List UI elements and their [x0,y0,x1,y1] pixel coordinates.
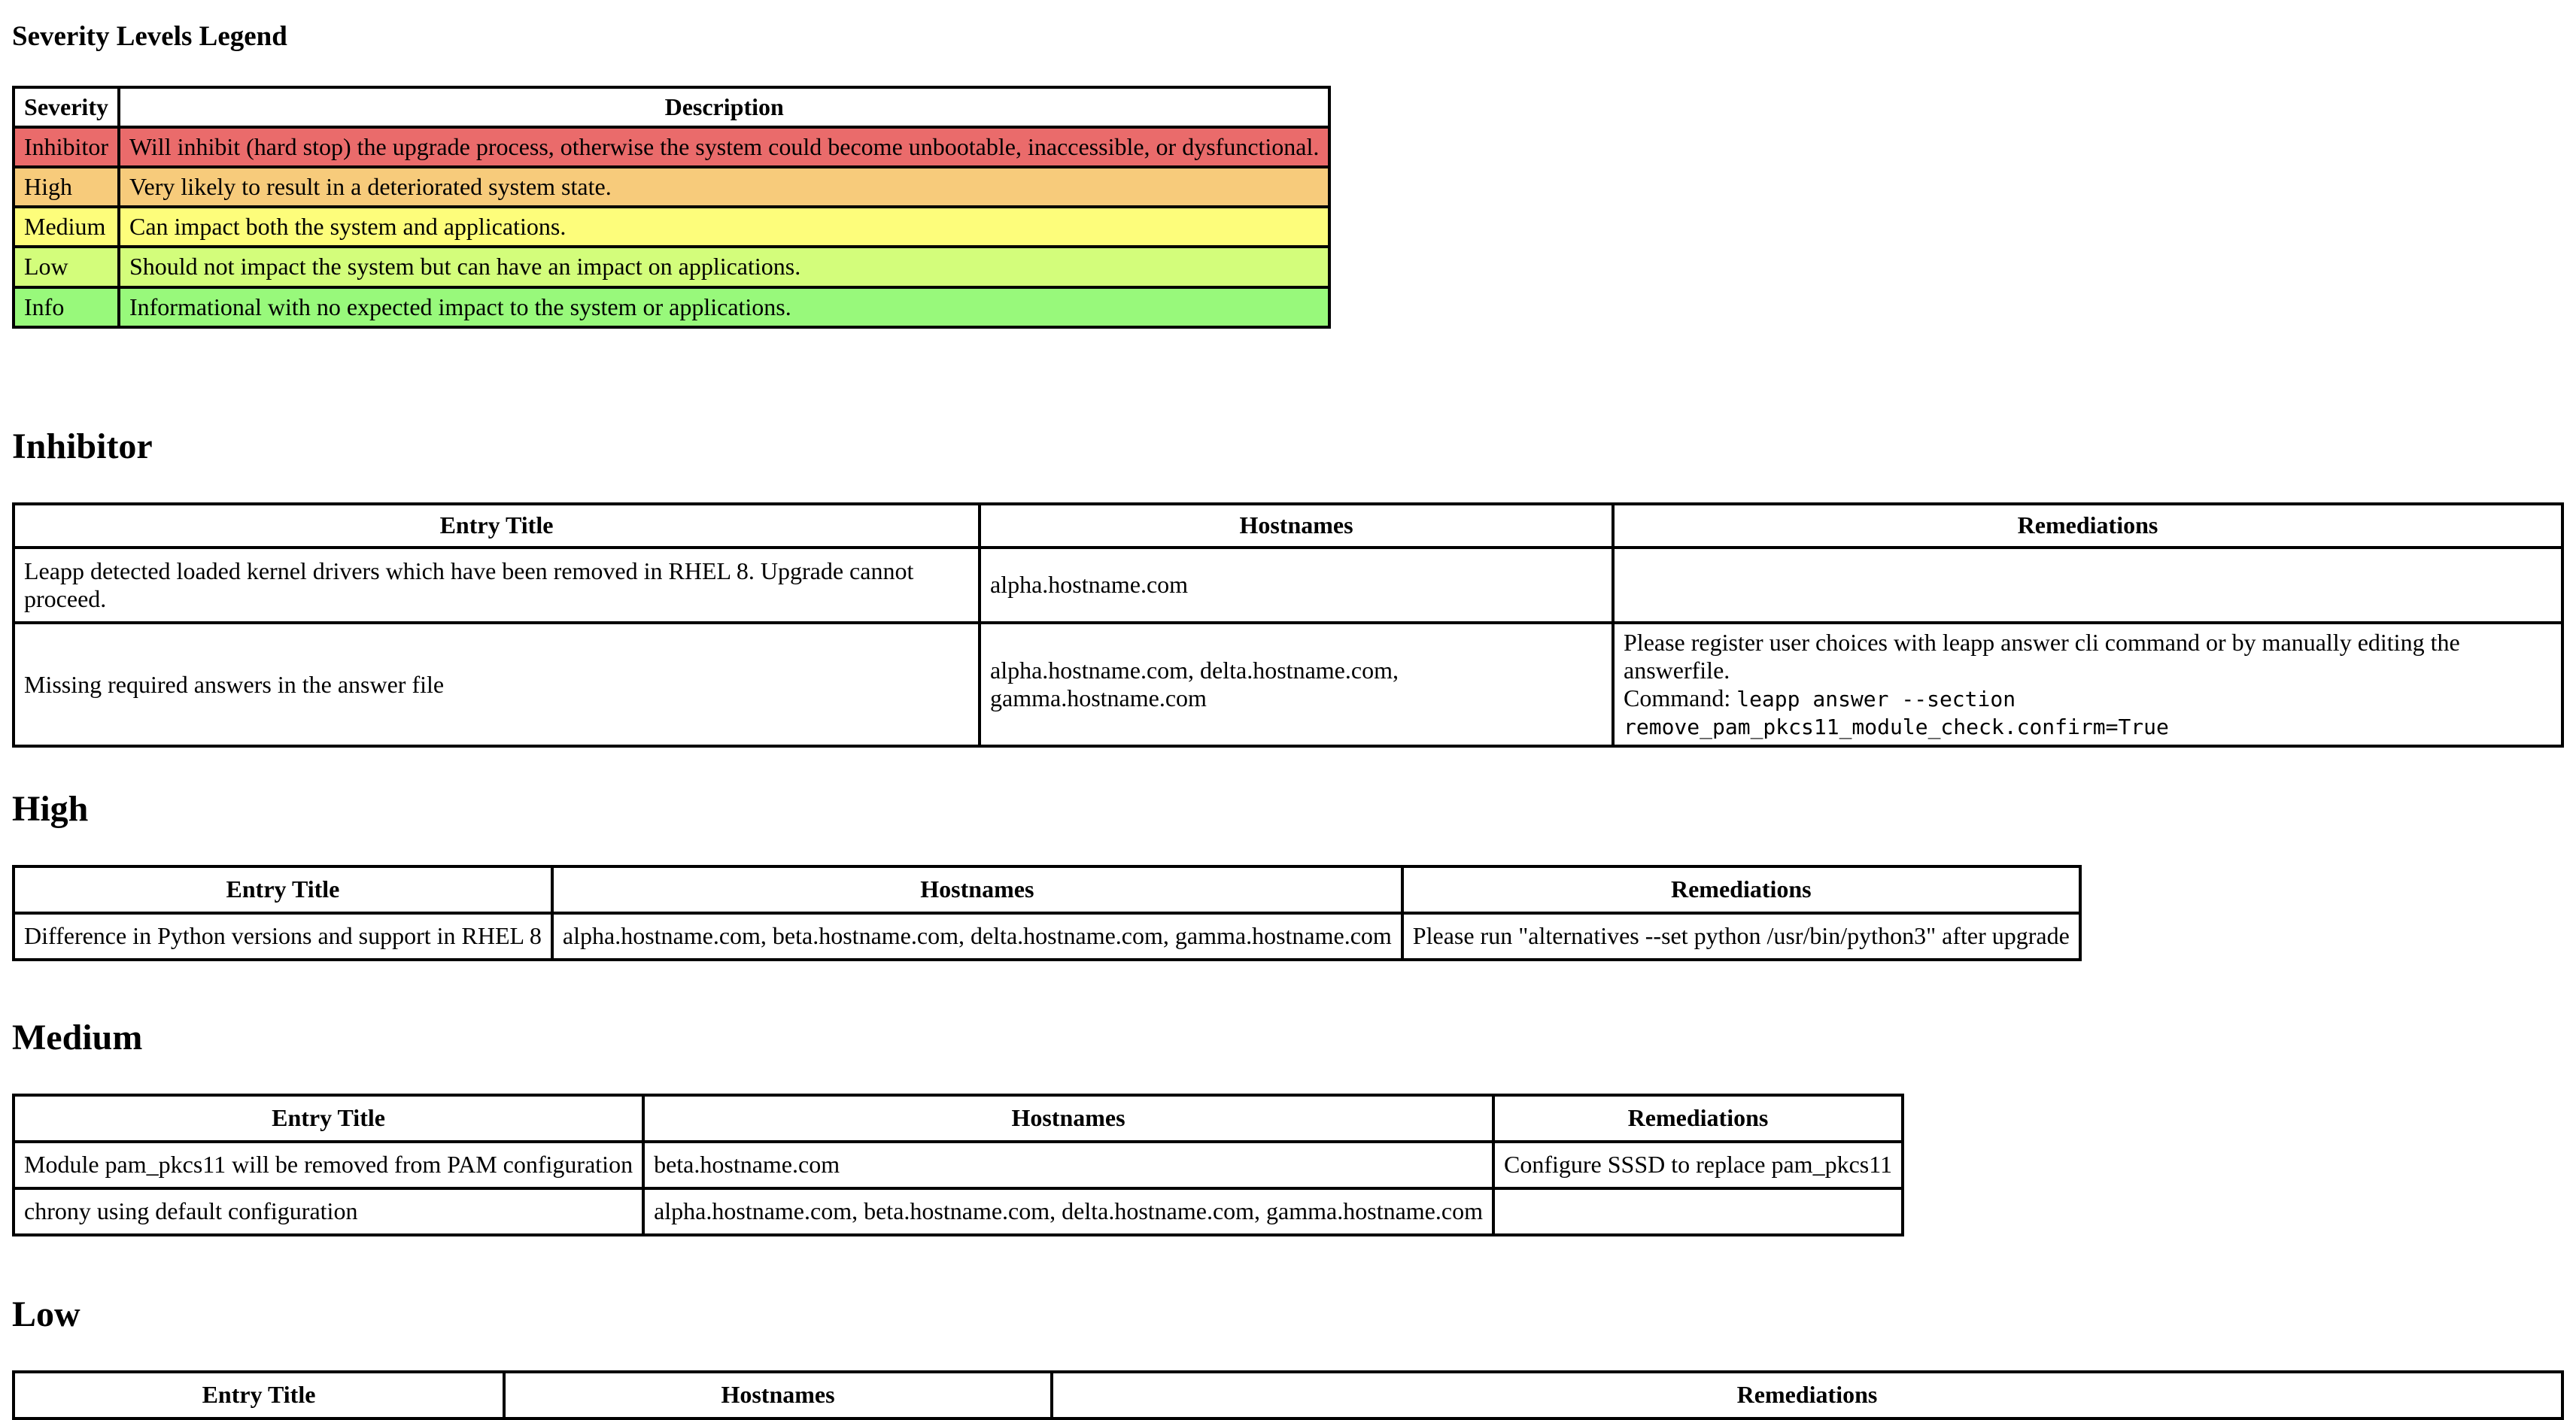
column-header-entry-title: Entry Title [14,1095,643,1142]
legend-row-inhibitor [14,127,1329,167]
column-header-hostnames: Hostnames [504,1372,1052,1418]
legend-title: Severity Levels Legend [12,21,287,52]
entry-title-cell: chrony using default configuration [14,1188,643,1235]
hostnames-cell: alpha.hostname.com [980,548,1613,623]
hostnames-cell: beta.hostname.com [643,1142,1493,1188]
low-table [12,1370,2564,1420]
section-heading-medium: Medium [12,1018,143,1057]
table-row [14,548,2562,623]
entry-title-cell: Difference in Python versions and support in RHEL 8 [14,913,552,960]
entry-title-cell: Leapp detected loaded kernel drivers which have been removed in RHEL 8. Upgrade cannot proceed. [14,548,980,623]
remediation-cell [1493,1188,1903,1235]
column-header-hostnames: Hostnames [980,504,1613,548]
table-header-row [14,504,2562,548]
remediation-cell: Configure SSSD to replace pam_pkcs11 [1493,1142,1903,1188]
section-heading-high: High [12,789,89,829]
entry-title-cell: Module pam_pkcs11 will be removed from PAM configuration [14,1142,643,1188]
legend-header-row [14,87,1329,127]
medium-table [12,1094,1904,1236]
legend-row-low [14,247,1329,287]
section-heading-inhibitor: Inhibitor [12,426,153,466]
legend-severity: Low [14,247,119,287]
legend-severity: Medium [14,207,119,247]
remediation-cell: Please run "alternatives --set python /usr/bin/python3" after upgrade [1402,913,2080,960]
column-header-remediations: Remediations [1613,504,2562,548]
remediation-text: Please register user choices with leapp answer cli command or by manually editing the answerfile. [1624,629,2460,684]
high-table [12,865,2082,961]
command-label: Command: [1624,684,1731,712]
legend-description: Informational with no expected impact to the system or applications. [119,287,1329,327]
legend-header-description: Description [119,87,1329,127]
hostnames-cell: alpha.hostname.com, beta.hostname.com, delta.hostname.com, gamma.hostname.com [643,1188,1493,1235]
entry-title-cell: Missing required answers in the answer file [14,623,980,746]
hostnames-cell: alpha.hostname.com, beta.hostname.com, delta.hostname.com, gamma.hostname.com [552,913,1402,960]
remediation-cell [1613,623,2562,746]
column-header-entry-title: Entry Title [14,1372,504,1418]
severity-legend-table [12,86,1331,329]
table-header-row [14,866,2080,913]
section-heading-low: Low [12,1294,80,1334]
legend-header-severity: Severity [14,87,119,127]
inhibitor-table [12,502,2564,748]
column-header-entry-title: Entry Title [14,866,552,913]
legend-row-high [14,167,1329,207]
legend-row-medium [14,207,1329,247]
table-row [14,1142,1903,1188]
remediation-command: leapp answer --section remove_pam_pkcs11_module_check.confirm=True [1624,687,2169,740]
legend-severity: Inhibitor [14,127,119,167]
legend-row-info [14,287,1329,327]
table-row [14,623,2562,746]
table-header-row [14,1372,2562,1418]
legend-description: Will inhibit (hard stop) the upgrade process, otherwise the system could become unbootable, inaccessible, or dysfunctional. [119,127,1329,167]
column-header-hostnames: Hostnames [552,866,1402,913]
hostnames-cell: alpha.hostname.com, delta.hostname.com, gamma.hostname.com [980,623,1613,746]
table-row [14,1188,1903,1235]
remediation-cell [1613,548,2562,623]
column-header-hostnames: Hostnames [643,1095,1493,1142]
legend-description: Can impact both the system and applications. [119,207,1329,247]
legend-description: Should not impact the system but can have an impact on applications. [119,247,1329,287]
legend-description: Very likely to result in a deteriorated system state. [119,167,1329,207]
legend-severity: Info [14,287,119,327]
legend-severity: High [14,167,119,207]
column-header-remediations: Remediations [1402,866,2080,913]
table-row [14,913,2080,960]
column-header-remediations: Remediations [1493,1095,1903,1142]
column-header-remediations: Remediations [1052,1372,2562,1418]
table-header-row [14,1095,1903,1142]
column-header-entry-title: Entry Title [14,504,980,548]
